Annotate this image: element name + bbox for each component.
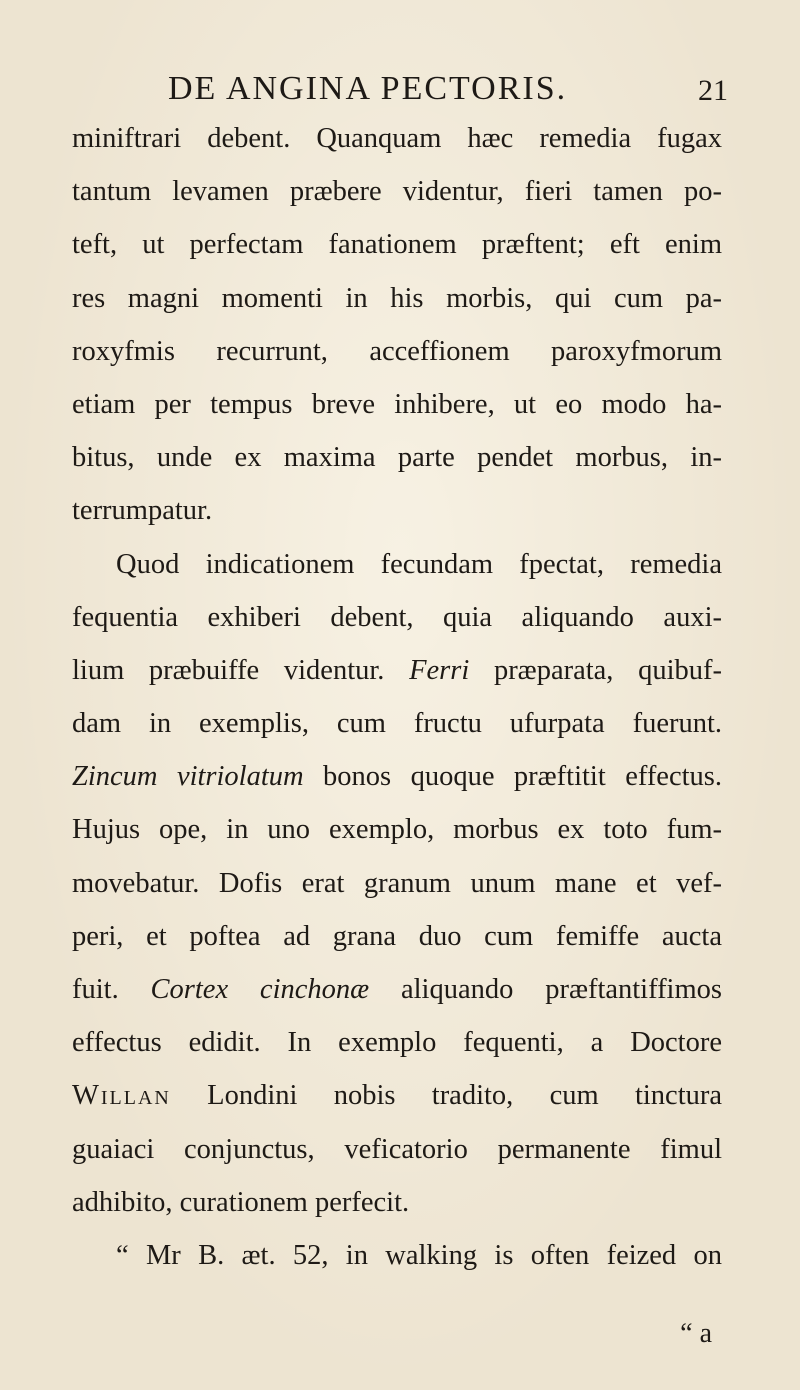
text-line (72, 431, 722, 484)
text-line (72, 538, 722, 591)
small-caps-segment: Willan (72, 1080, 171, 1112)
text-segment: tantum levamen præbere videntur, fieri tamen po- (72, 176, 722, 208)
catchword: “ a (680, 1318, 712, 1349)
text-segment: fequentia exhiberi debent, quia aliquando auxi- (72, 601, 722, 633)
text-line (72, 910, 722, 963)
text-line (72, 644, 722, 697)
text-line (72, 1069, 722, 1122)
text-line (72, 697, 722, 750)
text-segment: aliquando præftantiffimos (369, 974, 722, 1005)
text-line (72, 165, 722, 218)
text-line (72, 325, 722, 378)
text-segment: Londini nobis tradito, cum tinctura (170, 1080, 722, 1112)
text-segment: guaiaci conjunctus, veficatorio permanente fimul (72, 1133, 722, 1165)
text-segment: “ Mr B. æt. 52, in walking is often feized on (116, 1239, 722, 1271)
text-segment: miniftrari debent. Quanquam hæc remedia fugax (72, 123, 722, 154)
text-segment: lium præbuiffe videntur. (72, 654, 410, 686)
text-line (72, 591, 722, 644)
text-segment: etiam per tempus breve inhibere, ut eo modo ha- (72, 388, 722, 420)
text-line (72, 857, 722, 910)
text-segment: peri, et poftea ad grana duo cum femiffe aucta (72, 920, 722, 952)
body-text (72, 112, 722, 1282)
italic-segment: Ferri (409, 654, 470, 686)
text-line (72, 1123, 722, 1176)
text-line (72, 803, 722, 856)
text-segment: res magni momenti in his morbis, qui cum pa- (72, 282, 722, 314)
italic-segment: Zincum vitriolatum (72, 761, 304, 793)
text-line (72, 963, 722, 1016)
text-line (72, 1229, 722, 1282)
page-number: 21 (698, 74, 728, 107)
text-segment: effectus edidit. In exemplo fequenti, a Doctore (72, 1027, 722, 1059)
running-title: DE ANGINA PECTORIS. (168, 70, 568, 107)
text-segment: teft, ut perfectam fanationem præftent; eft enim (72, 229, 722, 261)
text-line (72, 272, 722, 325)
text-segment: fuit. (72, 974, 151, 1005)
text-segment: bonos quoque præftitit effectus. (303, 761, 722, 793)
text-segment: Quod indicationem fecundam fpectat, remedia (116, 548, 722, 580)
text-line (72, 1016, 722, 1069)
text-segment: roxyfmis recurrunt, acceffionem paroxyfmorum (72, 335, 722, 367)
text-segment: bitus, unde ex maxima parte pendet morbus, in- (72, 442, 722, 474)
text-line (72, 750, 722, 803)
text-segment: dam in exemplis, cum fructu ufurpata fuerunt. (72, 708, 722, 740)
text-line (72, 378, 722, 431)
text-line (72, 1176, 722, 1229)
text-line (72, 112, 722, 165)
text-line (72, 484, 722, 537)
text-segment: movebatur. Dofis erat granum unum mane et vef- (72, 867, 722, 899)
text-segment: terrumpatur. (72, 495, 213, 527)
italic-segment: Cortex cinchonæ (150, 974, 370, 1005)
text-segment: adhibito, curationem perfecit. (72, 1186, 410, 1218)
text-segment: præparata, quibuf- (469, 654, 722, 686)
text-line (72, 218, 722, 271)
text-segment: Hujus ope, in uno exemplo, morbus ex toto fum- (72, 814, 722, 846)
